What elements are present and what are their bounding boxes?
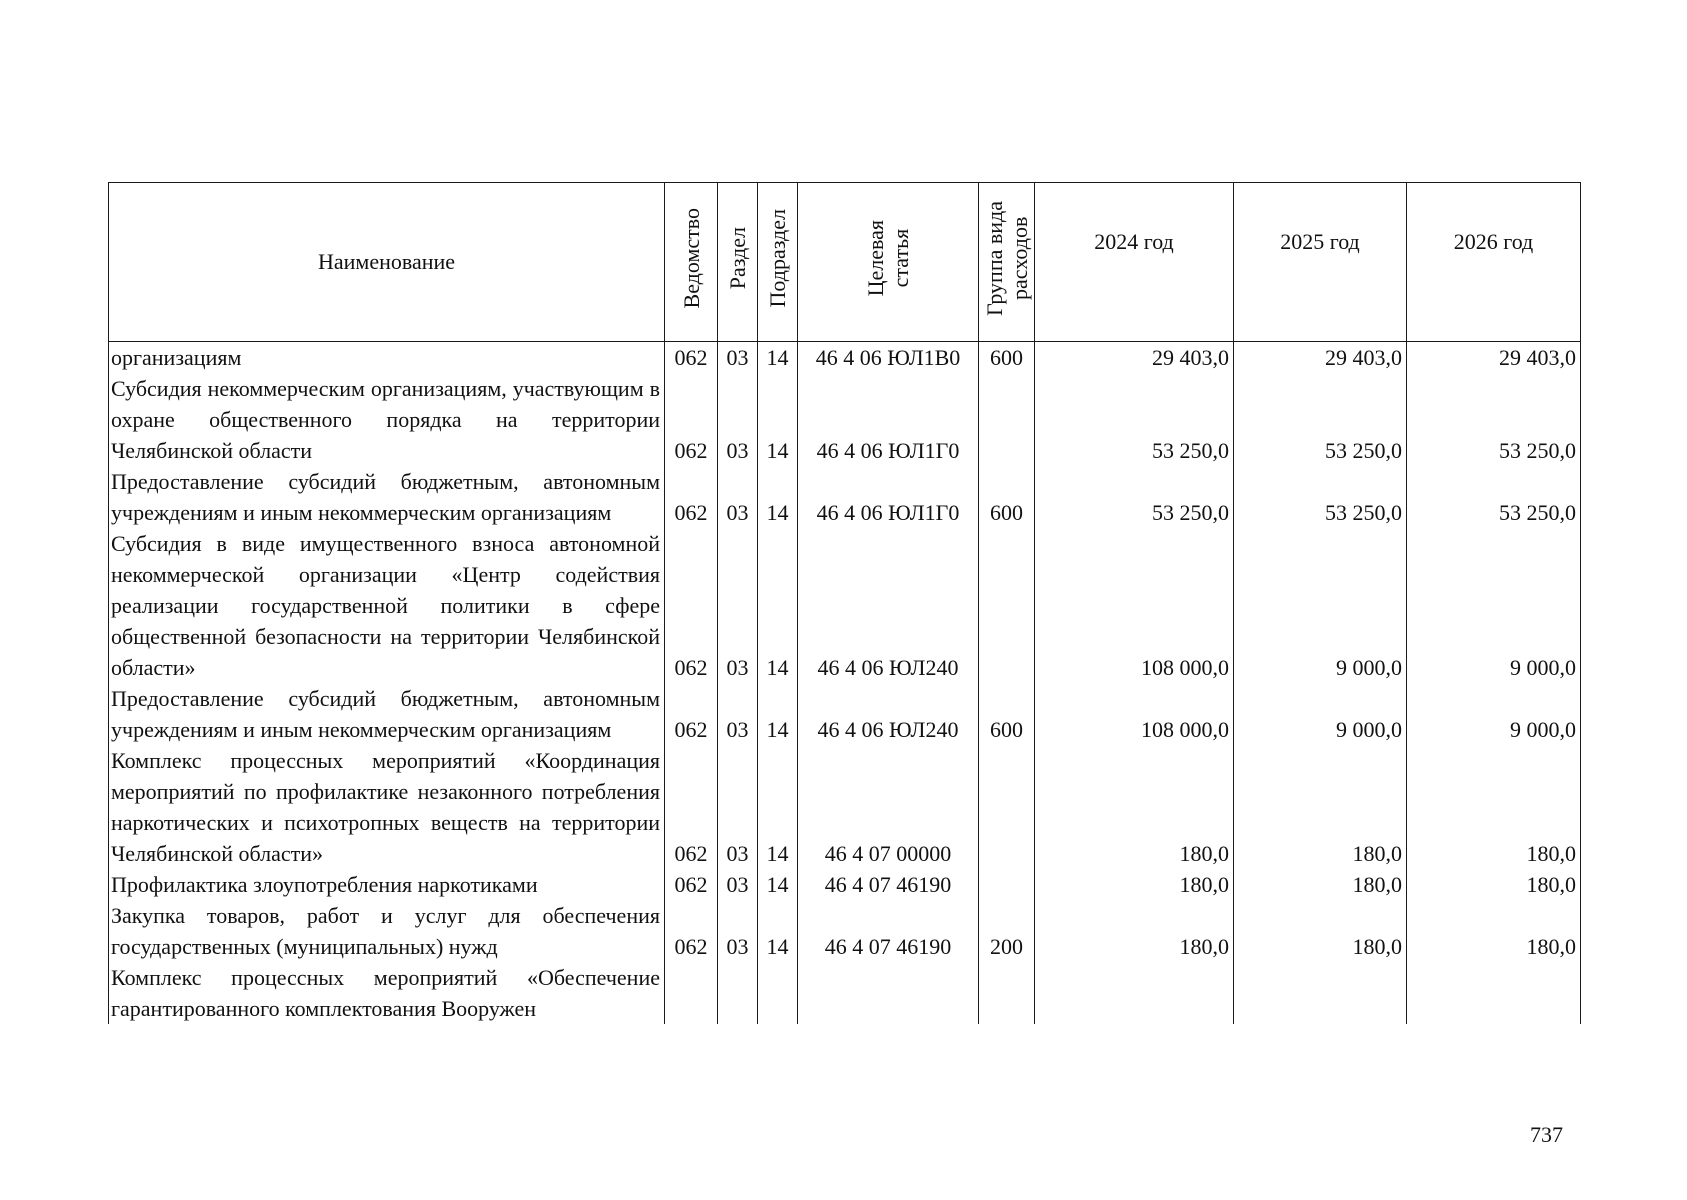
row-razdel: 03 bbox=[718, 900, 758, 962]
row-vedomstvo: 062 bbox=[665, 373, 718, 466]
row-gruppa: 600 bbox=[979, 466, 1035, 528]
row-gruppa bbox=[979, 869, 1035, 900]
row-gruppa: 600 bbox=[979, 342, 1035, 374]
row-tselevaya-statya: 46 4 06 ЮЛ1В0 bbox=[798, 342, 979, 374]
table-row bbox=[109, 528, 1581, 683]
row-name: Комплекс процессных мероприятий «Координация мероприятий по профилактике незаконного потребления наркотических и психотропных веществ на территории Челябинской области» bbox=[109, 745, 665, 869]
row-razdel: 03 bbox=[718, 869, 758, 900]
row-name: Комплекс процессных мероприятий «Обеспечение гарантированного комплектования Вооружен bbox=[109, 962, 665, 1024]
header-razdel: Раздел bbox=[718, 183, 758, 342]
row-tselevaya-statya bbox=[798, 962, 979, 1024]
row-2024: 180,0 bbox=[1035, 869, 1234, 900]
row-2026: 9 000,0 bbox=[1407, 528, 1581, 683]
row-2025: 53 250,0 bbox=[1234, 373, 1407, 466]
header-name: Наименование bbox=[109, 183, 665, 342]
row-2024: 108 000,0 bbox=[1035, 528, 1234, 683]
row-razdel: 03 bbox=[718, 342, 758, 374]
row-razdel: 03 bbox=[718, 528, 758, 683]
table-row bbox=[109, 900, 1581, 962]
row-razdel: 03 bbox=[718, 745, 758, 869]
row-tselevaya-statya: 46 4 07 46190 bbox=[798, 869, 979, 900]
row-name: организациям bbox=[109, 342, 665, 374]
header-2024: 2024 год bbox=[1035, 183, 1234, 342]
header-gruppa-vida-raskhodov: Группа вида расходов bbox=[979, 183, 1035, 342]
row-2024: 53 250,0 bbox=[1035, 373, 1234, 466]
table-row bbox=[109, 683, 1581, 745]
row-gruppa bbox=[979, 962, 1035, 1024]
row-2026: 180,0 bbox=[1407, 869, 1581, 900]
header-2026: 2026 год bbox=[1407, 183, 1581, 342]
row-podrazdel: 14 bbox=[758, 373, 798, 466]
row-2025: 9 000,0 bbox=[1234, 683, 1407, 745]
row-gruppa bbox=[979, 528, 1035, 683]
row-2025 bbox=[1234, 962, 1407, 1024]
row-gruppa bbox=[979, 745, 1035, 869]
row-vedomstvo: 062 bbox=[665, 900, 718, 962]
table-row bbox=[109, 466, 1581, 528]
header-podrazdel: Подраздел bbox=[758, 183, 798, 342]
table-row bbox=[109, 373, 1581, 466]
row-name: Закупка товаров, работ и услуг для обеспечения государственных (муниципальных) нужд bbox=[109, 900, 665, 962]
row-2025: 53 250,0 bbox=[1234, 466, 1407, 528]
row-gruppa: 200 bbox=[979, 900, 1035, 962]
row-tselevaya-statya: 46 4 06 ЮЛ1Г0 bbox=[798, 466, 979, 528]
row-podrazdel: 14 bbox=[758, 869, 798, 900]
row-tselevaya-statya: 46 4 06 ЮЛ240 bbox=[798, 683, 979, 745]
row-2026 bbox=[1407, 962, 1581, 1024]
row-vedomstvo: 062 bbox=[665, 466, 718, 528]
row-2024: 53 250,0 bbox=[1035, 466, 1234, 528]
row-2024: 108 000,0 bbox=[1035, 683, 1234, 745]
row-razdel bbox=[718, 962, 758, 1024]
row-2024: 29 403,0 bbox=[1035, 342, 1234, 374]
row-2024: 180,0 bbox=[1035, 900, 1234, 962]
row-2026: 180,0 bbox=[1407, 745, 1581, 869]
row-tselevaya-statya: 46 4 07 46190 bbox=[798, 900, 979, 962]
row-podrazdel: 14 bbox=[758, 528, 798, 683]
row-name: Профилактика злоупотребления наркотиками bbox=[109, 869, 665, 900]
table-row bbox=[109, 342, 1581, 374]
row-name: Субсидия в виде имущественного взноса автономной некоммерческой организации «Центр содействия реализации государственной политики в сфере общественной безопасности на территории Челябинской области» bbox=[109, 528, 665, 683]
row-2026: 180,0 bbox=[1407, 900, 1581, 962]
table-row bbox=[109, 869, 1581, 900]
row-2025: 29 403,0 bbox=[1234, 342, 1407, 374]
row-2025: 180,0 bbox=[1234, 869, 1407, 900]
row-podrazdel: 14 bbox=[758, 900, 798, 962]
row-2026: 53 250,0 bbox=[1407, 466, 1581, 528]
row-gruppa: 600 bbox=[979, 683, 1035, 745]
row-vedomstvo: 062 bbox=[665, 869, 718, 900]
row-vedomstvo: 062 bbox=[665, 528, 718, 683]
row-2025: 180,0 bbox=[1234, 745, 1407, 869]
page-number: 737 bbox=[1530, 1122, 1563, 1147]
row-podrazdel: 14 bbox=[758, 683, 798, 745]
row-tselevaya-statya: 46 4 06 ЮЛ240 bbox=[798, 528, 979, 683]
row-podrazdel bbox=[758, 962, 798, 1024]
header-2025: 2025 год bbox=[1234, 183, 1407, 342]
row-podrazdel: 14 bbox=[758, 342, 798, 374]
row-gruppa bbox=[979, 373, 1035, 466]
row-razdel: 03 bbox=[718, 466, 758, 528]
row-vedomstvo: 062 bbox=[665, 342, 718, 374]
row-vedomstvo bbox=[665, 962, 718, 1024]
row-name: Субсидия некоммерческим организациям, участвующим в охране общественного порядка на территории Челябинской области bbox=[109, 373, 665, 466]
row-razdel: 03 bbox=[718, 683, 758, 745]
table-row bbox=[109, 962, 1581, 1024]
row-tselevaya-statya: 46 4 07 00000 bbox=[798, 745, 979, 869]
budget-table bbox=[108, 182, 1581, 1024]
header-tselevaya-statya: Целевая статья bbox=[798, 183, 979, 342]
row-2024 bbox=[1035, 962, 1234, 1024]
row-2026: 53 250,0 bbox=[1407, 373, 1581, 466]
row-2025: 9 000,0 bbox=[1234, 528, 1407, 683]
row-2025: 180,0 bbox=[1234, 900, 1407, 962]
row-2026: 29 403,0 bbox=[1407, 342, 1581, 374]
header-vedomstvo: Ведомство bbox=[665, 183, 718, 342]
row-name: Предоставление субсидий бюджетным, автономным учреждениям и иным некоммерческим организациям bbox=[109, 683, 665, 745]
row-vedomstvo: 062 bbox=[665, 683, 718, 745]
row-vedomstvo: 062 bbox=[665, 745, 718, 869]
row-2026: 9 000,0 bbox=[1407, 683, 1581, 745]
table-row bbox=[109, 745, 1581, 869]
table-header-row bbox=[109, 183, 1581, 342]
row-tselevaya-statya: 46 4 06 ЮЛ1Г0 bbox=[798, 373, 979, 466]
row-2024: 180,0 bbox=[1035, 745, 1234, 869]
row-razdel: 03 bbox=[718, 373, 758, 466]
row-podrazdel: 14 bbox=[758, 745, 798, 869]
row-name: Предоставление субсидий бюджетным, автономным учреждениям и иным некоммерческим организациям bbox=[109, 466, 665, 528]
row-podrazdel: 14 bbox=[758, 466, 798, 528]
